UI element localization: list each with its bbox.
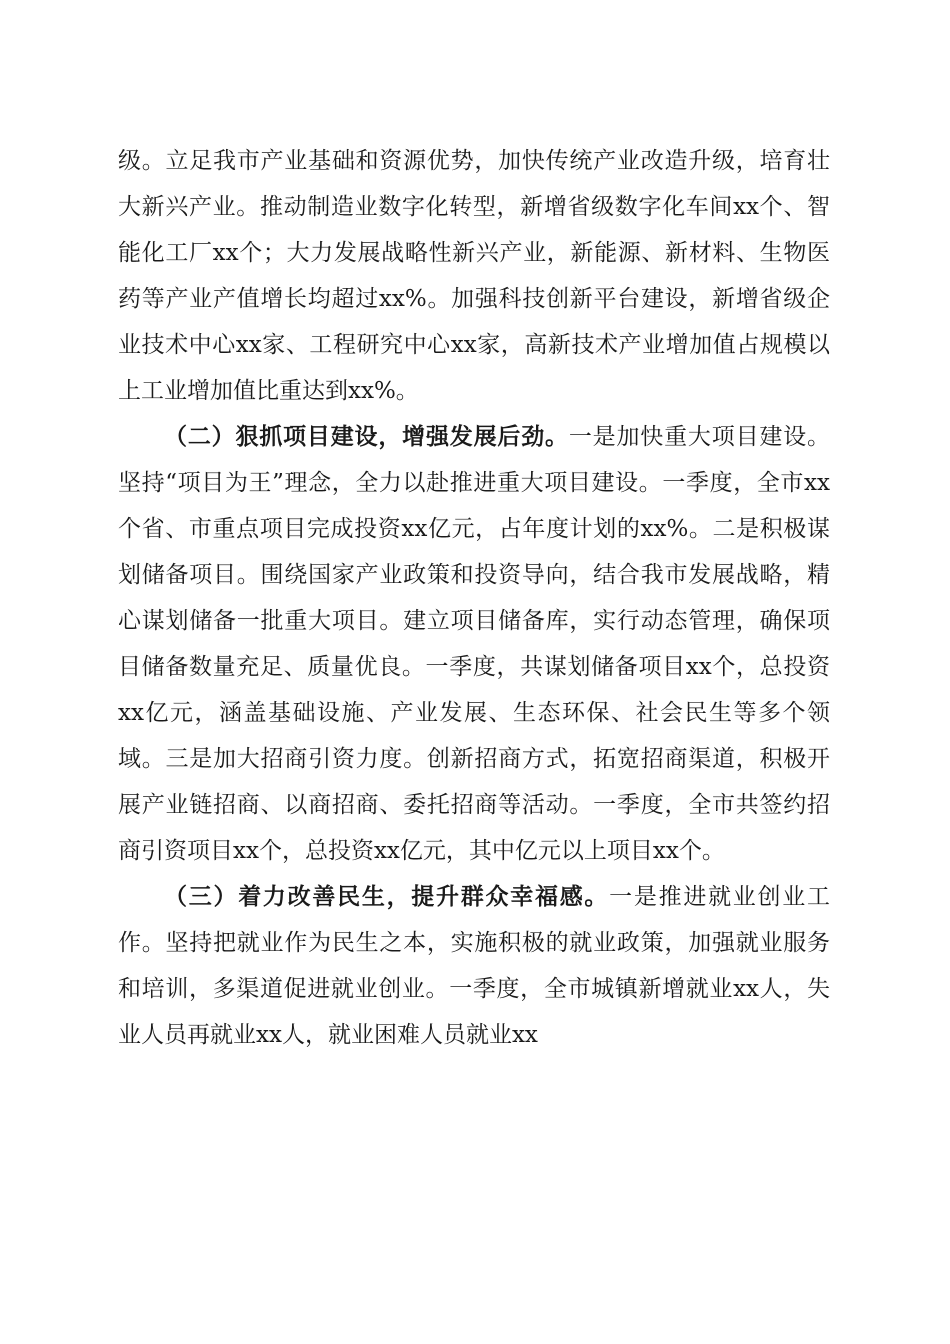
paragraph-continuation (118, 138, 830, 414)
paragraph-section-2 (118, 414, 830, 874)
paragraph-section-3 (118, 874, 830, 1058)
paragraph-text: 级。立足我市产业基础和资源优势，加快传统产业改造升级，培育壮大新兴产业。推动制造业数字化转型，新增省级数字化车间xx个、智能化工厂xx个；大力发展战略性新兴产业，新能源、新材料、生物医药等产业产值增长均超过xx%。加强科技创新平台建设，新增省级企业技术中心xx家、工程研究中心xx家，高新技术产业增加值占规模以上工业增加值比重达到xx%。 (118, 148, 830, 404)
paragraph-text: 一是加快重大项目建设。坚持“项目为王”理念，全力以赴推进重大项目建设。一季度，全市xx个省、市重点项目完成投资xx亿元，占年度计划的xx%。二是积极谋划储备项目。围绕国家产业政策和投资导向，结合我市发展战略，精心谋划储备一批重大项目。建立项目储备库，实行动态管理，确保项目储备数量充足、质量优良。一季度，共谋划储备项目xx个，总投资xx亿元，涵盖基础设施、产业发展、生态环保、社会民生等多个领域。三是加大招商引资力度。创新招商方式，拓宽招商渠道，积极开展产业链招商、以商招商、委托招商等活动。一季度，全市共签约招商引资项目xx个，总投资xx亿元，其中亿元以上项目xx个。 (118, 424, 831, 864)
paragraph-text: 一是推进就业创业工作。坚持把就业作为民生之本，实施积极的就业政策，加强就业服务和培训，多渠道促进就业创业。一季度，全市城镇新增就业xx人，失业人员再就业xx人，就业困难人员就业xx (118, 884, 831, 1048)
section-heading: （三）着力改善民生，提升群众幸福感。 (164, 883, 610, 910)
document-body (118, 138, 830, 1058)
section-heading: （二）狠抓项目建设，增强发展后劲。 (164, 423, 569, 450)
